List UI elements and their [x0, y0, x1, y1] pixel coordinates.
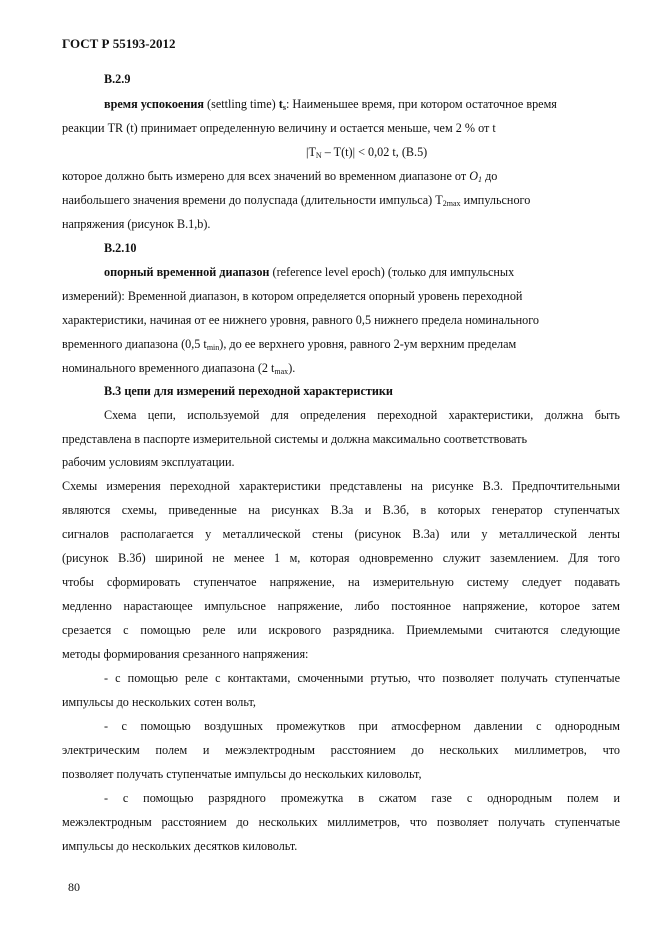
- list-item-3-line-3: импульсы до нескольких десятков киловольт.: [62, 839, 298, 853]
- symbol-o1-sub: 1: [478, 175, 483, 184]
- b29-line-3: [62, 169, 497, 184]
- b210-line-2: измерений): Временной диапазон, в котором определяется опорный уровень переходной: [62, 289, 523, 303]
- b3-p2-line-8: методы формирования срезанного напряжения:: [62, 647, 309, 661]
- b3-p1-line-2: представлена в паспорте измерительной системы и должна максимально соответствовать: [62, 432, 528, 446]
- term-reference-level-epoch: опорный временной диапазон: [104, 265, 270, 279]
- text-segment: импульсного: [460, 193, 531, 207]
- text-segment: которое должно быть измерено для всех значений во временном диапазоне от: [62, 169, 470, 183]
- b3-p2-line-2: являются схемы, приведенные на рисунках В.3а и В.3б, в которых генератор ступенчатых: [62, 503, 620, 517]
- b29-line-4: [62, 193, 530, 208]
- b3-p2-line-7: срезается с помощью реле или искрового разрядника. Приемлемыми считаются следующие: [62, 623, 620, 637]
- formula-sub: N: [315, 151, 322, 160]
- symbol-o1: O: [469, 169, 479, 183]
- list-item-2-line-1: - с помощью воздушных промежутков при атмосферном давлении с однородным: [104, 719, 620, 733]
- text-segment: ), до ее верхнего уровня, равного 2-ум верхним пределам: [219, 337, 517, 351]
- list-item-2-line-2: электрическим полем и межэлектродным расстоянием до нескольких миллиметров, что: [62, 743, 620, 757]
- term-english: (settling time): [203, 97, 279, 111]
- formula-b5: [306, 145, 427, 160]
- list-item-1-line-2: импульсы до нескольких сотен вольт,: [62, 695, 256, 709]
- text-segment: ).: [288, 361, 296, 375]
- b29-line-1: [104, 97, 618, 112]
- b210-line-1: [104, 265, 514, 280]
- section-number-b210: В.2.10: [104, 241, 137, 255]
- text-segment: до: [482, 169, 498, 183]
- formula-part: |T: [306, 145, 316, 159]
- list-item-2-line-3: позволяет получать ступенчатые импульсы до нескольких киловольт,: [62, 767, 422, 781]
- page-number: 80: [68, 880, 80, 894]
- document-header: ГОСТ Р 55193-2012: [62, 36, 176, 51]
- b210-line-4: [62, 337, 516, 352]
- b3-p2-line-1: Схемы измерения переходной характеристики представлены на рисунке В.3. Предпочтительными: [62, 479, 620, 493]
- b210-line-5: [62, 361, 295, 376]
- list-item-3-line-1: - с помощью разрядного промежутка в сжатом газе с однородным полем и: [104, 791, 620, 805]
- b29-line-2: реакции TR (t) принимает определенную величину и остается меньше, чем 2 % от t: [62, 121, 496, 135]
- b210-line-3: характеристики, начиная от ее нижнего уровня, равного 0,5 нижнего предела номинального: [62, 313, 540, 327]
- b3-p2-line-5: чтобы сформировать ступенчатое напряжение, на измерительную систему следует подавать: [62, 575, 620, 589]
- symbol-ts-sub: s: [282, 103, 286, 112]
- formula-part: – T(t)| < 0,02 t, (B.5): [321, 145, 428, 159]
- symbol-t2max-sub: 2max: [442, 199, 461, 208]
- text-segment: временного диапазона (0,5 t: [62, 337, 207, 351]
- b29-line-5: напряжения (рисунок B.1,b).: [62, 217, 211, 231]
- text-segment: (reference level epoch) (только для импульсных: [269, 265, 515, 279]
- list-item-1-line-1: - с помощью реле с контактами, смоченными ртутью, что позволяет получать ступенчатые: [104, 671, 620, 685]
- text-segment: наибольшего значения времени до полуспада (длительности импульса) T: [62, 193, 443, 207]
- section-heading-b3: В.3 цепи для измерений переходной характеристики: [104, 384, 393, 398]
- term-settling-time: время успокоения: [104, 97, 204, 111]
- b3-p2-line-4: (рисунок В.3б) шириной не менее 1 м, которая одновременно служит заземлением. Для того: [62, 551, 620, 565]
- symbol-tmax-sub: max: [274, 367, 289, 376]
- section-number-b29: В.2.9: [104, 72, 131, 86]
- b3-p1-line-3: рабочим условиям эксплуатации.: [62, 455, 235, 469]
- symbol-ts: t: [278, 97, 283, 111]
- b3-p2-line-3: сигналов располагается у металлической стены (рисунок В.3а) или у металлической ленты: [62, 527, 620, 541]
- b3-p2-line-6: медленно нарастающее импульсное напряжение, либо постоянное напряжение, которое затем: [62, 599, 620, 613]
- b3-p1-line-1: Схема цепи, используемой для определения переходной характеристики, должна быть: [104, 408, 620, 422]
- list-item-3-line-2: межэлектродным расстоянием до нескольких миллиметров, что позволяет получать ступенчатые: [62, 815, 620, 829]
- definition-start: : Наименьшее время, при котором остаточное время: [285, 97, 557, 111]
- symbol-tmin-sub: min: [206, 343, 220, 352]
- text-segment: номинального временного диапазона (2 t: [62, 361, 275, 375]
